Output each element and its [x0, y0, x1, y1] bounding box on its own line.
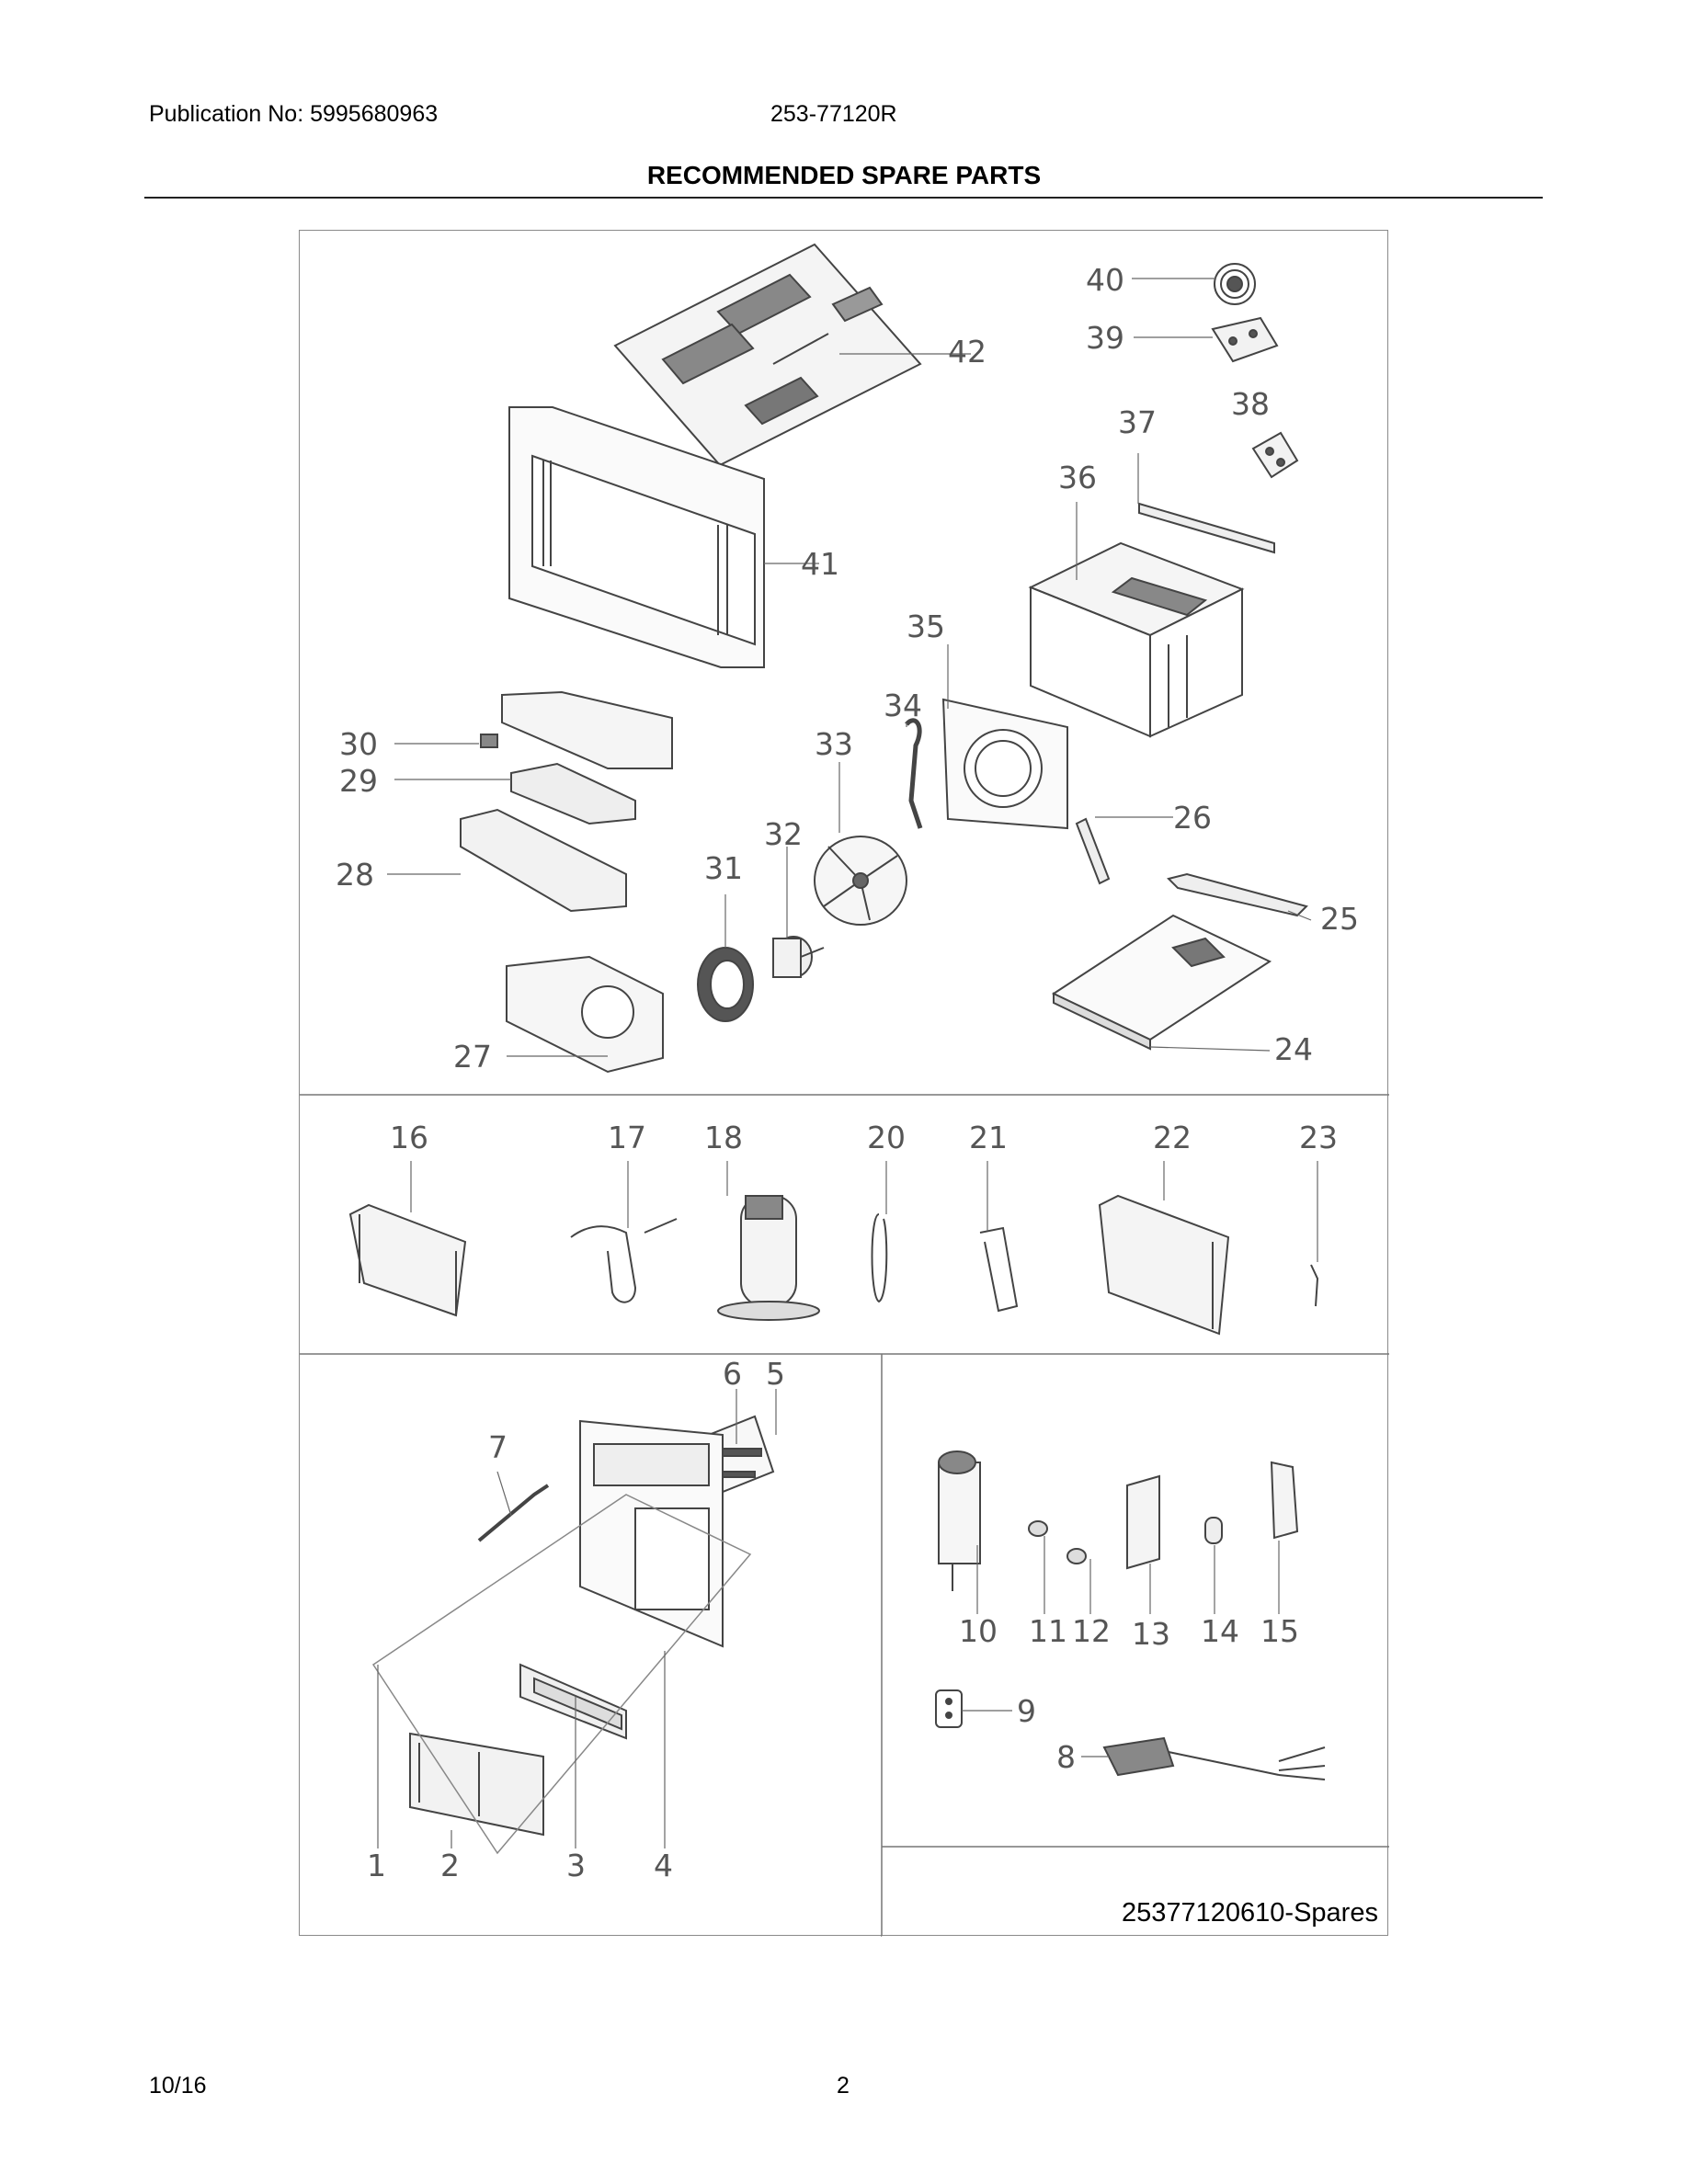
callout-20: 20 — [867, 1120, 906, 1155]
part-25-rail — [1169, 874, 1306, 916]
part-10-control-module — [939, 1451, 980, 1591]
revision-date: 10/16 — [149, 2073, 207, 2099]
exploded-parts-diagram — [299, 230, 1388, 1936]
part-31-blower-wheel — [698, 948, 753, 1021]
part-21-tube — [980, 1228, 1017, 1311]
callout-numbers — [336, 262, 1359, 1883]
callout-33: 33 — [815, 726, 853, 762]
part-39-bracket — [1213, 318, 1277, 361]
part-16-evaporator — [350, 1205, 465, 1315]
callout-10: 10 — [959, 1613, 998, 1649]
part-22-condenser — [1100, 1196, 1228, 1334]
part-8-power-cord — [1104, 1738, 1325, 1780]
callout-37: 37 — [1118, 404, 1157, 440]
part-3-air-filter — [520, 1665, 626, 1738]
callout-3: 3 — [566, 1848, 586, 1883]
callout-30: 30 — [339, 726, 378, 762]
publication-number: Publication No: 5995680963 — [149, 101, 439, 127]
callout-2: 2 — [440, 1848, 460, 1883]
callout-31: 31 — [704, 850, 743, 886]
part-29-control-cover — [502, 692, 672, 824]
page-number: 2 — [837, 2073, 850, 2099]
part-28-air-duct — [461, 810, 626, 911]
figure-reference: 25377120610-Spares — [1122, 1898, 1378, 1928]
callout-29: 29 — [339, 763, 378, 799]
callout-35: 35 — [907, 609, 945, 644]
callout-25: 25 — [1320, 901, 1359, 937]
callout-5: 5 — [766, 1356, 785, 1392]
part-20-tube — [873, 1214, 887, 1302]
callout-6: 6 — [723, 1356, 742, 1392]
part-40-coiled-spring — [1215, 264, 1255, 304]
callout-1: 1 — [367, 1848, 386, 1883]
part-23-sensor — [1311, 1265, 1317, 1306]
callout-14: 14 — [1201, 1613, 1239, 1649]
callout-9: 9 — [1017, 1693, 1036, 1729]
callout-13: 13 — [1132, 1616, 1170, 1652]
part-9-remote-control — [936, 1690, 962, 1727]
part-42-label-sheet — [615, 245, 920, 465]
callout-8: 8 — [1056, 1739, 1076, 1775]
callout-36: 36 — [1058, 460, 1097, 495]
part-37-rail — [1139, 504, 1274, 552]
callout-23: 23 — [1299, 1120, 1338, 1155]
callout-42: 42 — [948, 334, 987, 370]
callout-15: 15 — [1260, 1613, 1299, 1649]
part-34-drain-tube — [907, 721, 920, 828]
parts-illustration — [300, 231, 1389, 1937]
part-38-bracket — [1253, 433, 1297, 477]
callout-18: 18 — [704, 1120, 743, 1155]
callout-39: 39 — [1086, 320, 1124, 356]
part-32-fan-motor — [773, 937, 824, 977]
part-35-fan-shroud — [943, 700, 1067, 828]
part-15-cover — [1272, 1462, 1297, 1538]
callout-38: 38 — [1231, 386, 1270, 422]
part-18-compressor — [718, 1196, 819, 1320]
part-33-fan-blade — [815, 836, 907, 925]
model-number: 253-77120R — [770, 101, 897, 127]
callout-11: 11 — [1029, 1613, 1067, 1649]
part-2-grille — [410, 1734, 543, 1835]
callout-7: 7 — [488, 1429, 508, 1465]
callout-4: 4 — [654, 1848, 673, 1883]
callout-34: 34 — [884, 688, 922, 723]
callout-16: 16 — [390, 1120, 428, 1155]
callout-28: 28 — [336, 857, 374, 893]
part-26-bracket — [1077, 819, 1109, 883]
part-14-capacitor — [1205, 1518, 1222, 1543]
part-36-cabinet — [1031, 543, 1242, 736]
title-divider — [144, 197, 1543, 199]
part-24-base-pan — [1054, 916, 1270, 1049]
callout-27: 27 — [453, 1039, 492, 1075]
callout-32: 32 — [764, 816, 803, 852]
callout-40: 40 — [1086, 262, 1124, 298]
page-title: RECOMMENDED SPARE PARTS — [646, 161, 1042, 189]
part-27-scroll-housing — [507, 957, 663, 1072]
part-17-tubing — [571, 1219, 677, 1302]
part-13-bracket — [1127, 1476, 1159, 1568]
callout-17: 17 — [608, 1120, 646, 1155]
callout-26: 26 — [1173, 800, 1212, 836]
callout-21: 21 — [969, 1120, 1008, 1155]
part-30-switch — [481, 734, 497, 747]
callout-12: 12 — [1072, 1613, 1111, 1649]
part-7-cable — [479, 1485, 548, 1541]
part-11-12-sensor — [1029, 1521, 1086, 1564]
callout-22: 22 — [1153, 1120, 1192, 1155]
callout-41: 41 — [801, 546, 839, 582]
callout-24: 24 — [1274, 1031, 1313, 1067]
